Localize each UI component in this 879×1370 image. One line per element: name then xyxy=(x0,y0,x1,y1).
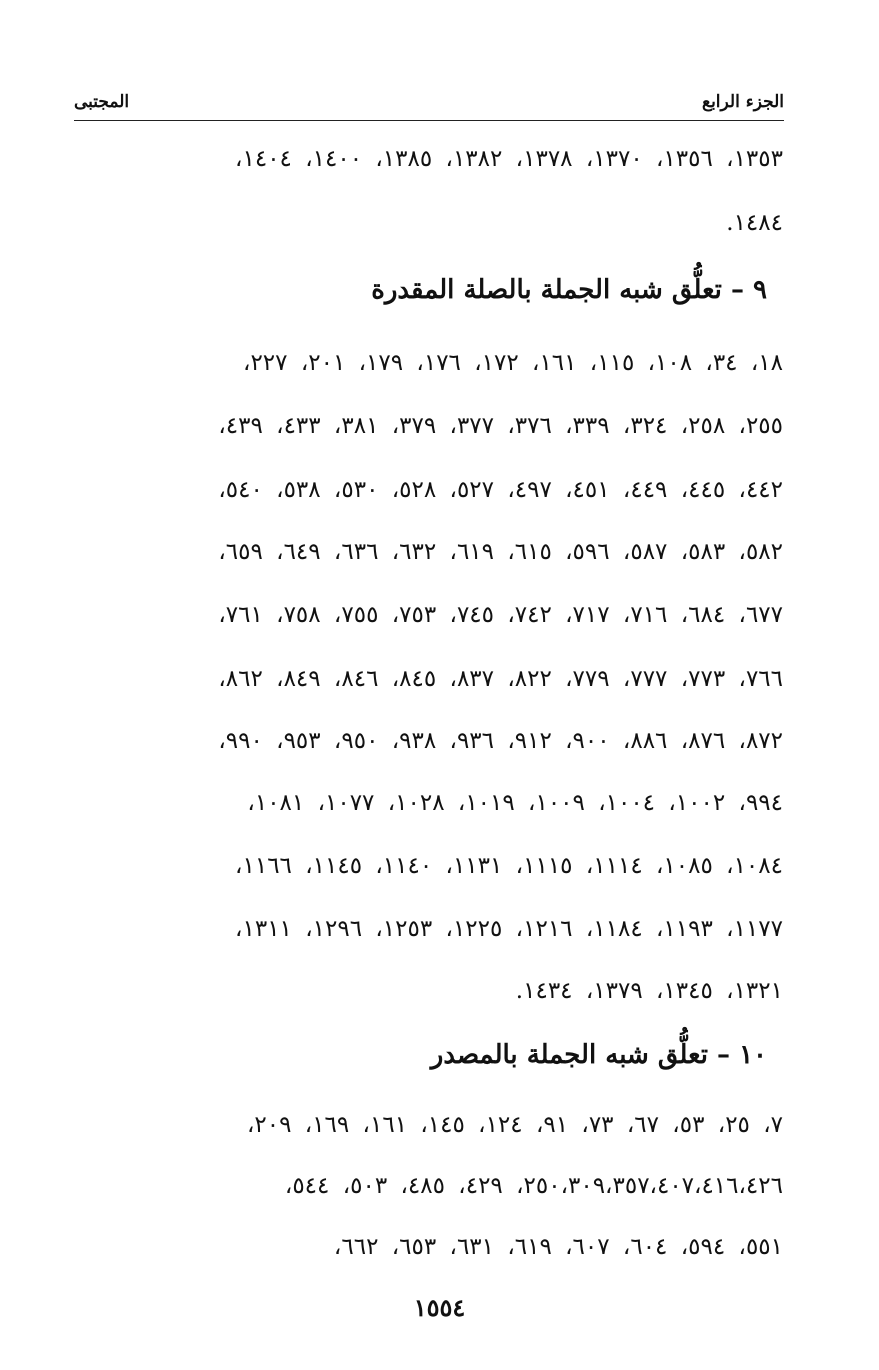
section-9-line: ٥٨٢، ٥٨٣، ٥٨٧، ٥٩٦، ٦١٥، ٦١٩، ٦٣٢، ٦٣٦، ٦٤٩، ٦٥٩، xyxy=(218,539,783,565)
section-9-line: ٦٧٧، ٦٨٤، ٧١٦، ٧١٧، ٧٤٢، ٧٤٥، ٧٥٣، ٧٥٥، ٧٥٨، ٧٦١، xyxy=(218,602,783,628)
section-9-line: ١٣٢١، ١٣٤٥، ١٣٧٩، ١٤٣٤. xyxy=(515,978,783,1004)
section-10-heading: ١٠ – تعلُّق شبه الجملة بالمصدر xyxy=(430,1040,767,1070)
section-9-line: ٨٧٢، ٨٧٦، ٨٨٦، ٩٠٠، ٩١٢، ٩٣٦، ٩٣٨، ٩٥٠، ٩٥٣، ٩٩٠، xyxy=(218,728,783,754)
intro-line-1: ١٣٥٣، ١٣٥٦، ١٣٧٠، ١٣٧٨، ١٣٨٢، ١٣٨٥، ١٤٠٠، ١٤٠٤، xyxy=(235,146,783,172)
section-9-line: ١٨، ٣٤، ١٠٨، ١١٥، ١٦١، ١٧٢، ١٧٦، ١٧٩، ٢٠١، ٢٢٧، xyxy=(243,350,783,376)
section-10-line: ٢٥٠،٣٠٩،٣٥٧،٤٠٧،٤١٦،٤٢٦، ٤٢٩، ٤٨٥، ٥٠٣، ٥٤٤، xyxy=(284,1173,783,1199)
header-book-title: المجتبى xyxy=(74,92,130,112)
page-number: ١٥٥٤ xyxy=(413,1293,466,1322)
section-9-line: ١١٧٧، ١١٩٣، ١١٨٤، ١٢١٦، ١٢٢٥، ١٢٥٣، ١٢٩٦، ١٣١١، xyxy=(235,916,783,942)
header-part-title: الجزء الرابع xyxy=(702,92,784,112)
section-10-line: ٥٥١، ٥٩٤، ٦٠٤، ٦٠٧، ٦١٩، ٦٣١، ٦٥٣، ٦٦٢، xyxy=(333,1234,783,1260)
section-9-heading: ٩ – تعلُّق شبه الجملة بالصلة المقدرة xyxy=(371,275,767,305)
running-header xyxy=(74,92,784,121)
section-9-line: ٩٩٤، ١٠٠٢، ١٠٠٤، ١٠٠٩، ١٠١٩، ١٠٢٨، ١٠٧٧، ١٠٨١، xyxy=(247,790,783,816)
section-9-line: ٢٥٥، ٢٥٨، ٣٢٤، ٣٣٩، ٣٧٦، ٣٧٧، ٣٧٩، ٣٨١، ٤٣٣، ٤٣٩، xyxy=(218,413,783,439)
section-9-line: ١٠٨٤، ١٠٨٥، ١١١٤، ١١١٥، ١١٣١، ١١٤٠، ١١٤٥، ١١٦٦، xyxy=(235,853,783,879)
section-9-line: ٤٤٢، ٤٤٥، ٤٤٩، ٤٥١، ٤٩٧، ٥٢٧، ٥٢٨، ٥٣٠، ٥٣٨، ٥٤٠، xyxy=(218,477,783,503)
section-9-line: ٧٦٦، ٧٧٣، ٧٧٧، ٧٧٩، ٨٢٢، ٨٣٧، ٨٤٥، ٨٤٦، ٨٤٩، ٨٦٢، xyxy=(218,666,783,692)
section-10-line: ٧، ٢٥، ٥٣، ٦٧، ٧٣، ٩١، ١٢٤، ١٤٥، ١٦١، ١٦٩، ٢٠٩، xyxy=(246,1112,783,1138)
intro-line-2: ١٤٨٤. xyxy=(726,210,783,236)
